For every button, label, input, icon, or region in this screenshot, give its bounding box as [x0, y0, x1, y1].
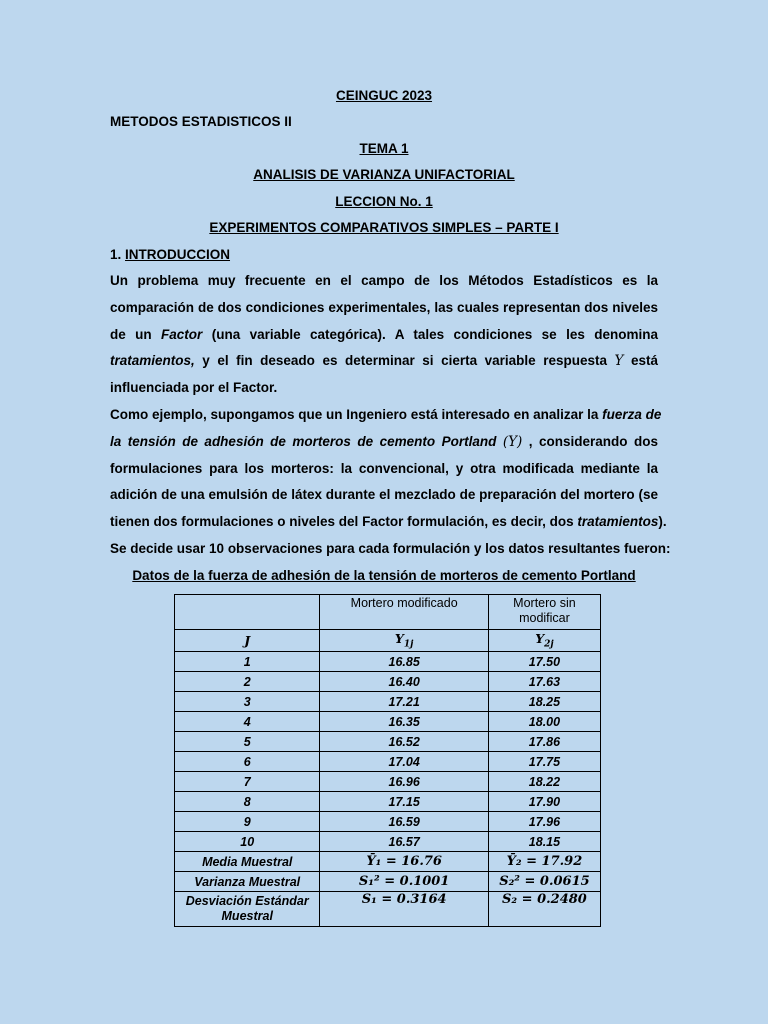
para2-line: Como ejemplo, supongamos que un Ingeniero está interesado en analizar la fuerza de: [110, 407, 662, 422]
stat-unmodified-cell: S₂² = 0.0615: [488, 872, 600, 892]
stat-label-cell: Desviación Estándar Muestral: [175, 892, 320, 927]
section-number: 1.: [110, 247, 126, 262]
unmodified-value-cell: 17.96: [488, 812, 600, 832]
std-dev-row: [175, 892, 601, 927]
stat-unmodified-cell: S₂ = 0.2480: [488, 892, 600, 927]
row-index-cell: 10: [175, 832, 320, 852]
table-row: [175, 652, 601, 672]
table-row: [175, 692, 601, 712]
table-row: [175, 832, 601, 852]
topic-heading: TEMA 1: [359, 141, 409, 156]
table-row: [175, 672, 601, 692]
unmodified-value-cell: 18.00: [488, 712, 600, 732]
para1-line: comparación de dos condiciones experimentales, las cuales representan dos niveles: [110, 299, 658, 315]
modified-value-cell: 16.52: [320, 732, 488, 752]
course-title: METODOS ESTADISTICOS II: [110, 114, 292, 129]
unmodified-value-cell: 17.90: [488, 792, 600, 812]
table-symbol-row: [175, 630, 601, 652]
j-label: J: [175, 630, 320, 652]
y1-label: [320, 630, 488, 652]
stat-modified-cell: S₁² = 0.1001: [320, 872, 488, 892]
table-row: [175, 752, 601, 772]
modified-value-cell: 16.59: [320, 812, 488, 832]
unmodified-value-cell: 18.25: [488, 692, 600, 712]
para2-line: tienen dos formulaciones o niveles del Factor formulación, es decir, dos tratamientos).: [110, 514, 667, 530]
row-index-cell: 5: [175, 732, 320, 752]
empty-header-cell: [175, 595, 320, 630]
unmodified-value-cell: 17.63: [488, 672, 600, 692]
para1-line: Un problema muy frecuente en el campo de los Métodos Estadísticos es la: [110, 273, 658, 288]
table-row: [175, 792, 601, 812]
para2-line: la tensión de adhesión de morteros de cemento Portland (Y) , considerando dos: [110, 433, 658, 450]
lesson-title: EXPERIMENTOS COMPARATIVOS SIMPLES – PARTE I: [209, 220, 559, 235]
row-index-cell: 8: [175, 792, 320, 812]
modified-value-cell: 17.15: [320, 792, 488, 812]
stat-unmodified-cell: Ȳ₂ = 17.92: [488, 852, 600, 872]
modified-value-cell: 16.40: [320, 672, 488, 692]
data-table: [174, 594, 601, 927]
modified-value-cell: 16.96: [320, 772, 488, 792]
variance-row: [175, 872, 601, 892]
stat-label-cell: Varianza Muestral: [175, 872, 320, 892]
row-index-cell: 6: [175, 752, 320, 772]
unmodified-value-cell: 17.86: [488, 732, 600, 752]
stat-label-cell: Media Muestral: [175, 852, 320, 872]
row-index-cell: 1: [175, 652, 320, 672]
example-paragraph: [110, 402, 671, 563]
table-header-row: [175, 595, 601, 630]
section-title: INTRODUCCION: [125, 247, 231, 262]
table-caption: Datos de la fuerza de adhesión de la tensión de morteros de cemento Portland: [132, 568, 636, 583]
modified-value-cell: 16.35: [320, 712, 488, 732]
row-index-cell: 4: [175, 712, 320, 732]
table-row: [175, 772, 601, 792]
section-heading: [110, 247, 230, 262]
y2-symbol: $Y_{2j}$: [535, 631, 554, 650]
unmodified-value-cell: 17.75: [488, 752, 600, 772]
para1-line: de un Factor (una variable categórica). A tales condiciones se les denomina: [110, 326, 659, 342]
unmodified-value-cell: 17.50: [488, 652, 600, 672]
unmodified-value-cell: 18.22: [488, 772, 600, 792]
modified-value-cell: 17.04: [320, 752, 488, 772]
col-header-modified: Mortero modificado: [320, 595, 488, 630]
row-index-cell: 2: [175, 672, 320, 692]
org-heading: CEINGUC 2023: [335, 88, 433, 103]
intro-paragraph: [110, 268, 658, 402]
row-index-cell: 9: [175, 812, 320, 832]
y2-label: [488, 630, 600, 652]
para2-line: adición de una emulsión de látex durante el mezclado de preparación del mortero (se: [110, 487, 658, 503]
row-index-cell: 3: [175, 692, 320, 712]
modified-value-cell: 16.85: [320, 652, 488, 672]
y1-symbol: $Y_{1j}$: [394, 631, 414, 650]
table-row: [175, 732, 601, 752]
col-header-unmodified: Mortero sin modificar: [488, 595, 600, 630]
para1-line: influenciada por el Factor.: [110, 380, 278, 396]
lesson-heading: LECCION No. 1: [335, 194, 433, 209]
modified-value-cell: 17.21: [320, 692, 488, 712]
mean-row: [175, 852, 601, 872]
stat-modified-cell: Ȳ₁ = 16.76: [320, 852, 488, 872]
stat-modified-cell: S₁ = 0.3164: [320, 892, 488, 927]
para1-line: tratamientos, y el fin deseado es determinar si cierta variable respuesta Y está: [110, 353, 658, 370]
table-row: [175, 712, 601, 732]
para2-line: formulaciones para los morteros: la convencional, y otra modificada mediante la: [110, 460, 658, 476]
row-index-cell: 7: [175, 772, 320, 792]
table-row: [175, 812, 601, 832]
unmodified-value-cell: 18.15: [488, 832, 600, 852]
para2-line: Se decide usar 10 observaciones para cada formulación y los datos resultantes fueron:: [110, 540, 671, 556]
modified-value-cell: 16.57: [320, 832, 488, 852]
topic-title: ANALISIS DE VARIANZA UNIFACTORIAL: [253, 167, 515, 182]
